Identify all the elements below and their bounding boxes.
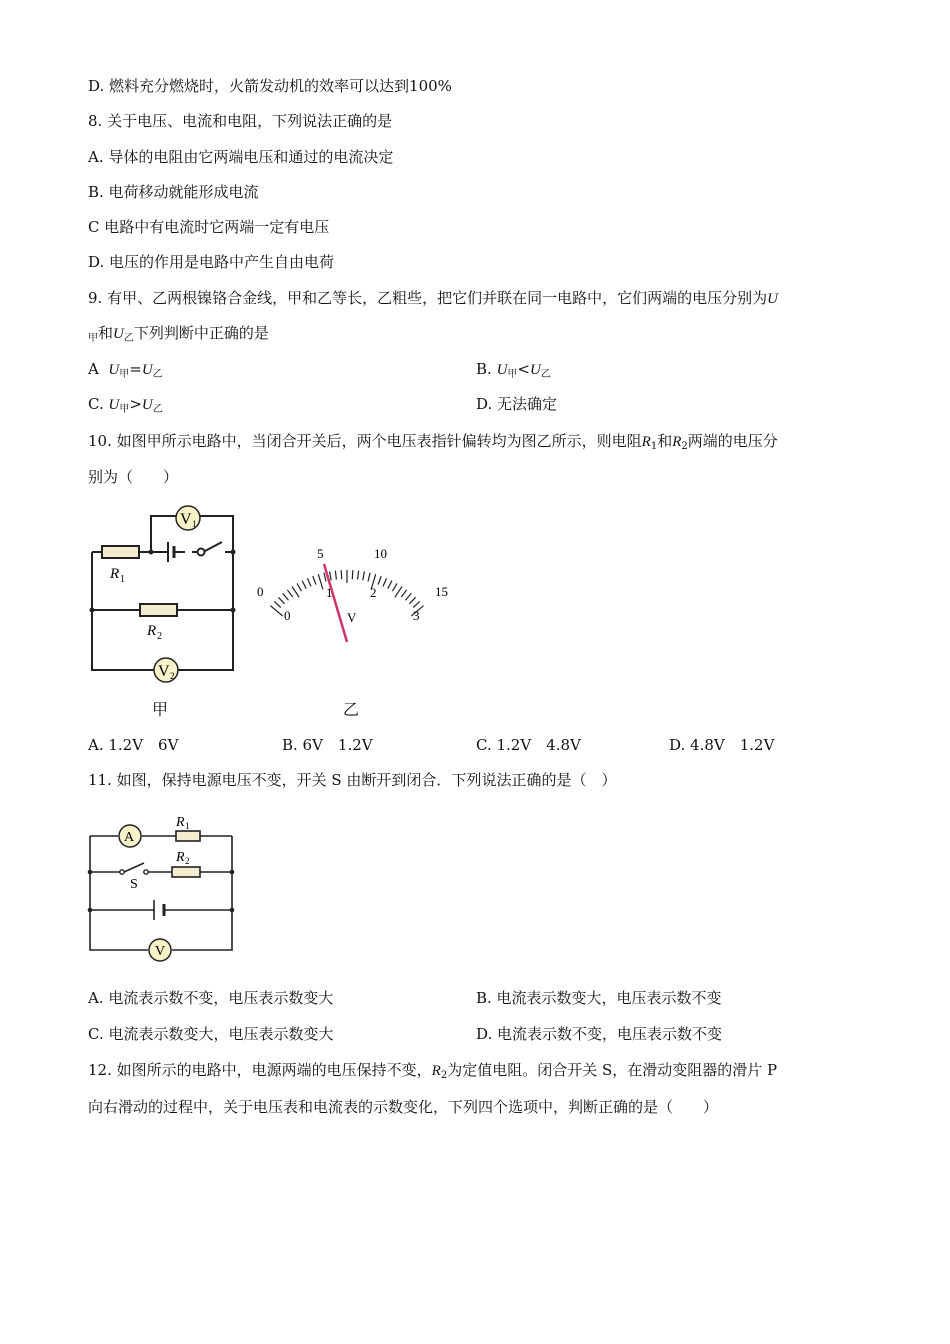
q9-option-d: D. 无法确定 xyxy=(476,395,558,413)
q10-option-d: D. 4.8V 1.2V xyxy=(669,736,775,754)
dial-unit: V xyxy=(347,610,357,625)
label-r1: R xyxy=(110,566,120,582)
q10-fig-jia-label: 甲 xyxy=(152,700,169,719)
dial-tick xyxy=(341,570,342,579)
voltmeter-v1-sub: 1 xyxy=(192,519,197,529)
dial-tick xyxy=(307,578,311,586)
label-r2: R xyxy=(176,850,185,865)
dial-tick xyxy=(383,578,387,586)
dial-bottom-2: 2 xyxy=(370,585,377,600)
dial-bottom-0: 0 xyxy=(284,608,291,623)
dial-tick xyxy=(409,597,415,604)
q12-stem-line1: 12. 如图所示的电路中，电源两端的电压保持不变，$R_2$为定值电阻。闭合开关 S，在滑动变阻器的滑片 P xyxy=(88,1061,778,1081)
q10-fig-yi-label: 乙 xyxy=(343,700,360,719)
q10-option-c: C. 1.2V 4.8V xyxy=(476,736,581,754)
dial-tick xyxy=(401,590,406,597)
q8-option-d: D. 电压的作用是电路中产生自由电荷 xyxy=(88,253,335,271)
q11-option-c: C. 电流表示数变大，电压表示数变大 xyxy=(88,1025,334,1043)
dial-bottom-3: 3 xyxy=(413,608,420,623)
ammeter-letter: A xyxy=(124,830,135,845)
q9-option-b: B. $U_甲<U_乙$ xyxy=(476,360,551,380)
q7-option-d: D. 燃料充分燃烧时，火箭发动机的效率可以达到100% xyxy=(88,77,452,95)
dial-bottom-1: 1 xyxy=(326,585,333,600)
dial-tick xyxy=(358,571,359,580)
q10-option-a: A. 1.2V 6V xyxy=(88,736,179,754)
q9-option-a: A $U_甲=U_乙$ xyxy=(88,360,163,380)
dial-tick xyxy=(363,572,365,581)
q10-voltmeter-dial xyxy=(252,540,462,650)
dial-top-0: 0 xyxy=(257,584,264,599)
switch-label: S xyxy=(130,877,138,892)
q9-stem-line2: $_甲$和$U_乙$下列判断中正确的是 xyxy=(88,324,269,344)
q12-stem-line2: 向右滑动的过程中，关于电压表和电流表的示数变化，下列四个选项中，判断正确的是（ ） xyxy=(88,1098,719,1116)
q8-option-b: B. 电荷移动就能形成电流 xyxy=(88,183,259,201)
dial-tick xyxy=(330,572,332,581)
q11-option-d: D. 电流表示数不变，电压表示数不变 xyxy=(476,1025,723,1043)
dial-tick xyxy=(352,570,353,579)
dial-tick xyxy=(388,581,392,589)
dial-tick xyxy=(393,583,398,591)
label-r2-sub: 2 xyxy=(185,856,190,866)
q10-stem-line1: 10. 如图甲所示电路中，当闭合开关后，两个电压表指针偏转均为图乙所示，则电阻$R_1$和$R_2$两端的电压分 xyxy=(88,432,778,452)
q8-option-c: C 电路中有电流时它两端一定有电压 xyxy=(88,218,330,236)
q10-stem-line2: 别为（ ） xyxy=(88,468,179,486)
voltmeter-v1-letter: V xyxy=(180,511,192,528)
resistor-r1 xyxy=(102,546,139,558)
q9-option-c: C. $U_甲>U_乙$ xyxy=(88,395,163,415)
dial-top-15: 15 xyxy=(435,584,448,599)
dial-tick xyxy=(395,587,402,598)
label-r2: R xyxy=(147,623,157,639)
resistor-r2 xyxy=(140,604,177,616)
q11-option-b: B. 电流表示数变大，电压表示数不变 xyxy=(476,989,722,1007)
dial-top-10: 10 xyxy=(374,546,387,561)
dial-tick xyxy=(413,601,420,607)
dial-tick xyxy=(335,571,336,580)
q10-option-b: B. 6V 1.2V xyxy=(282,736,373,754)
dial-tick xyxy=(283,593,289,600)
q9-stem-line1: 9. 有甲、乙两根镍铬合金线，甲和乙等长，乙粗些，把它们并联在同一电路中，它们两端的电压分别为U xyxy=(88,289,778,307)
label-r1: R xyxy=(176,815,185,830)
dial-tick xyxy=(378,576,381,585)
label-r1-sub: 1 xyxy=(185,821,190,831)
label-r1-sub: 1 xyxy=(120,574,125,585)
dial-tick xyxy=(318,574,323,589)
dial-tick xyxy=(368,573,370,582)
q8-option-a: A. 导体的电阻由它两端电压和通过的电流决定 xyxy=(88,148,394,166)
q8-stem: 8. 关于电压、电流和电阻，下列说法正确的是 xyxy=(88,112,393,130)
voltmeter-v2-letter: V xyxy=(158,663,170,680)
voltmeter-letter: V xyxy=(155,944,166,959)
label-r2-sub: 2 xyxy=(157,631,162,642)
resistor-r2 xyxy=(172,867,200,877)
resistor-r1 xyxy=(176,831,200,841)
q11-option-a: A. 电流表示数不变，电压表示数变大 xyxy=(88,989,334,1007)
q11-circuit xyxy=(80,808,250,968)
dial-tick xyxy=(313,576,316,585)
dial-tick xyxy=(406,593,412,600)
dial-tick xyxy=(274,601,281,607)
dial-tick xyxy=(287,590,292,597)
dial-top-5: 5 xyxy=(317,546,324,561)
q10-circuit-jia xyxy=(80,500,260,690)
dial-tick xyxy=(297,583,302,591)
q11-stem: 11. 如图，保持电源电压不变，开关 S 由断开到闭合．下列说法正确的是（ ） xyxy=(88,771,617,789)
dial-tick xyxy=(292,587,299,598)
dial-tick xyxy=(302,581,306,589)
voltmeter-v2-sub: 2 xyxy=(170,671,175,681)
dial-tick xyxy=(278,597,284,604)
